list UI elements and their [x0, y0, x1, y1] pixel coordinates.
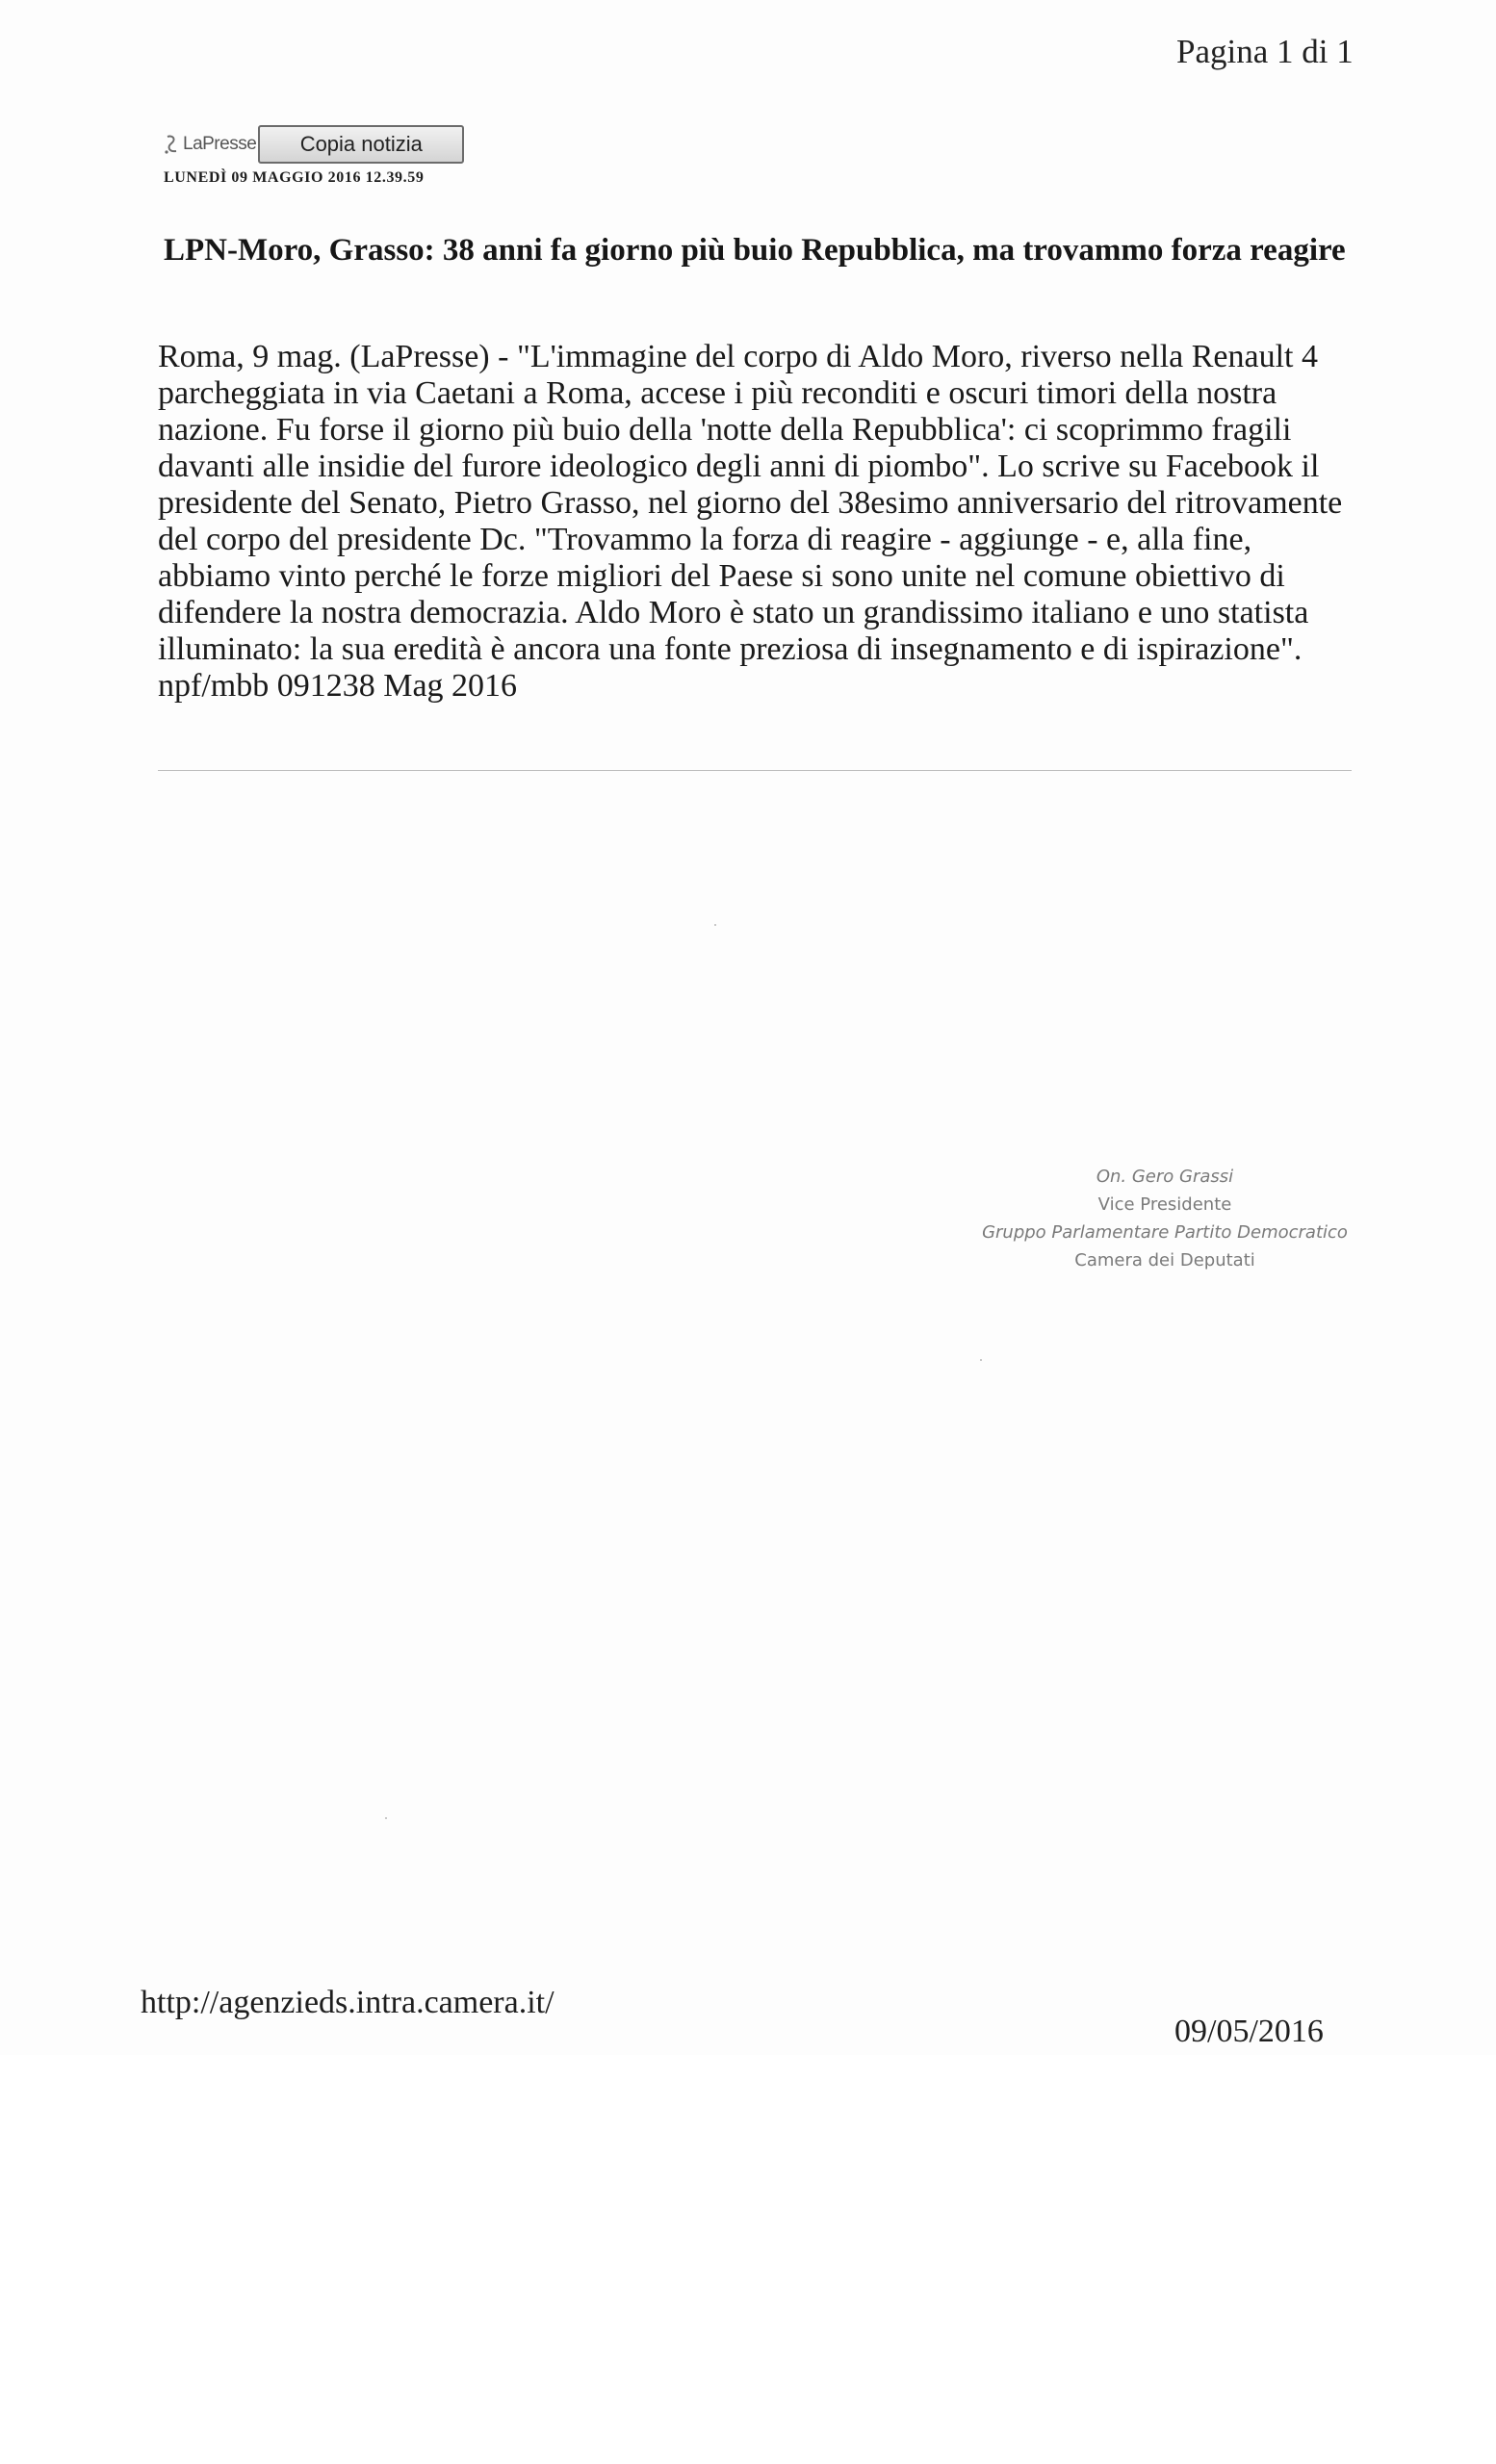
lapresse-logo — [164, 134, 256, 155]
signature-group: Gruppo Parlamentare Partito Democratico — [982, 1222, 1348, 1243]
signature-name: On. Gero Grassi — [1096, 1167, 1234, 1187]
scan-speck — [714, 924, 716, 926]
signature-stamp — [943, 1163, 1386, 1274]
divider — [158, 770, 1352, 771]
scan-speck — [980, 1359, 982, 1361]
logo-text: LaPresse — [183, 134, 257, 154]
dateline: LUNEDÌ 09 MAGGIO 2016 12.39.59 — [164, 169, 425, 186]
signature-role: Vice Presidente — [1097, 1194, 1232, 1215]
page-number: Pagina 1 di 1 — [1176, 33, 1354, 70]
footer-date: 09/05/2016 — [1174, 2014, 1324, 2049]
signature-chamber: Camera dei Deputati — [1074, 1250, 1255, 1270]
article-headline: LPN-Moro, Grasso: 38 anni fa giorno più buio Repubblica, ma trovammo forza reagire — [164, 233, 1346, 268]
footer-url: http://agenzieds.intra.camera.it/ — [141, 1985, 555, 2020]
news-header — [164, 123, 464, 166]
lapresse-logo-icon — [164, 134, 181, 155]
article-body: Roma, 9 mag. (LaPresse) - "L'immagine del corpo di Aldo Moro, riverso nella Renault 4 parcheggiata in via Caetani a Roma, accese i più reconditi e oscuri timori della nostra nazione. Fu forse il giorno più buio della 'notte della Repubblica': ci scoprimmo fragili davanti alle insidie del furore ideologico degli anni di piombo". Lo scrive su Facebook il presidente del Senato, Pietro Grasso, nel giorno del 38esimo anniversario del ritrovamente del corpo del presidente Dc. "Trovammo la forza di reagire - aggiunge - e, alla fine, abbiamo vinto perché le forze migliori del Paese si sono unite nel comune obiettivo di difendere la nostra democrazia. Aldo Moro è stato un grandissimo italiano e uno statista illuminato: la sua eredità è ancora una fonte preziosa di insegnamento e di ispirazione". npf/mbb 091238 Mag 2016 — [158, 339, 1343, 704]
copy-news-button[interactable]: Copia notizia — [258, 125, 464, 164]
scan-speck — [385, 1817, 387, 1819]
